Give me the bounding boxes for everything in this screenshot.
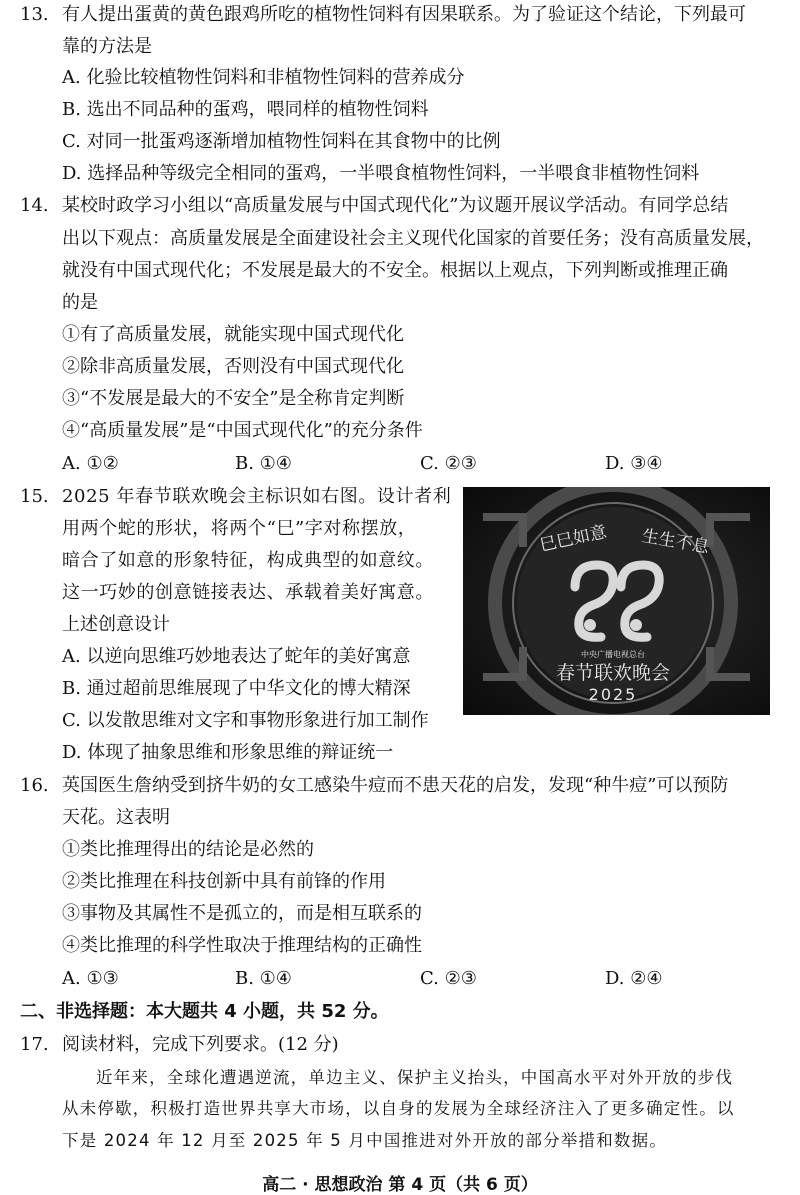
question-14-statement-4: ④“高质量发展”是“中国式现代化”的充分条件 xyxy=(62,420,423,441)
question-17-material-line1: 近年来，全球化遭遇逆流，单边主义、保护主义抬头，中国高水平对外开放的步伐 xyxy=(96,1068,734,1087)
gala-logo-graphic xyxy=(463,487,770,715)
question-15-option-d: D. 体现了抽象思维和形象思维的辩证统一 xyxy=(62,742,394,763)
question-17-number: 17. xyxy=(20,1034,49,1055)
question-13-option-c: C. 对同一批蛋鸡逐渐增加植物性饲料在其食物中的比例 xyxy=(62,131,501,152)
question-15-stem-line1: 2025 年春节联欢晚会主标识如右图。设计者利 xyxy=(62,486,452,507)
question-16-statement-1: ①类比推理得出的结论是必然的 xyxy=(62,839,314,860)
symbol-dot-right xyxy=(630,619,642,631)
question-17-stem: 阅读材料，完成下列要求。(12 分) xyxy=(62,1034,339,1055)
question-15-option-a: A. 以逆向思维巧妙地表达了蛇年的美好寓意 xyxy=(62,646,411,667)
question-16-option-b: B. ①④ xyxy=(235,968,292,989)
question-16-stem-line1: 英国医生詹纳受到挤牛奶的女工感染牛痘而不患天花的启发，发现“种牛痘”可以预防 xyxy=(62,775,729,796)
question-14-option-a: A. ①② xyxy=(62,453,119,474)
logo-text-ruyi: 巳巳如意 xyxy=(537,522,609,556)
logo-text-title: 春节联欢晚会 xyxy=(555,662,671,684)
question-16-statement-3: ③事物及其属性不是孤立的，而是相互联系的 xyxy=(62,903,422,924)
question-14-number: 14. xyxy=(20,195,49,216)
question-15-option-b: B. 通过超前思维展现了中华文化的博大精深 xyxy=(62,678,411,699)
question-14-statement-2: ②除非高质量发展，否则没有中国式现代化 xyxy=(62,356,404,377)
question-13-stem-line1: 有人提出蛋黄的黄色跟鸡所吃的植物性饲料有因果联系。为了验证这个结论，下列最可 xyxy=(62,4,746,25)
question-14-stem-line1: 某校时政学习小组以“高质量发展与中国式现代化”为议题开展议学活动。有同学总结 xyxy=(62,195,729,216)
question-14-option-d: D. ③④ xyxy=(605,453,663,474)
question-13-stem-line2: 靠的方法是 xyxy=(62,36,152,57)
question-15-stem-line5: 上述创意设计 xyxy=(62,614,170,635)
question-15-stem-line4: 这一巧妙的创意链接表达、承载着美好寓意。 xyxy=(62,582,434,603)
question-15-stem-line2: 用两个蛇的形状，将两个“巳”字对称摆放， xyxy=(62,518,417,539)
spring-festival-gala-logo-image xyxy=(463,487,770,715)
question-16-options xyxy=(62,967,762,991)
section-2-heading: 二、非选择题：本大题共 4 小题，共 52 分。 xyxy=(20,1001,389,1022)
logo-text-shengsheng: 生生不息 xyxy=(640,526,711,558)
question-15-number: 15. xyxy=(20,486,49,507)
question-13-number: 13. xyxy=(20,4,49,25)
question-16-statement-2: ②类比推理在科技创新中具有前锋的作用 xyxy=(62,871,386,892)
question-14-option-b: B. ①④ xyxy=(235,453,292,474)
question-16-option-d: D. ②④ xyxy=(605,968,663,989)
logo-text-year: 2025 xyxy=(588,685,638,704)
question-14-stem-line4: 的是 xyxy=(62,292,98,313)
question-17-material-line3: 下是 2024 年 12 月至 2025 年 5 月中国推进对外开放的部分举措和数据。 xyxy=(62,1131,668,1150)
question-14-stem-line3: 就没有中国式现代化；不发展是最大的不安全。根据以上观点，下列判断或推理正确 xyxy=(62,260,728,281)
question-16-option-c: C. ②③ xyxy=(420,968,477,989)
question-16-stem-line2: 天花。这表明 xyxy=(62,807,170,828)
question-15-option-c: C. 以发散思维对文字和事物形象进行加工制作 xyxy=(62,710,429,731)
question-16-option-a: A. ①③ xyxy=(62,968,119,989)
question-14-options xyxy=(62,452,762,476)
question-14-statement-3: ③“不发展是最大的不安全”是全称肯定判断 xyxy=(62,388,405,409)
question-16-statement-4: ④类比推理的科学性取决于推理结构的正确性 xyxy=(62,935,422,956)
question-17-material-line2: 从未停歇，积极打造世界共享大市场，以自身的发展为全球经济注入了更多确定性。以 xyxy=(62,1099,735,1118)
question-13-option-a: A. 化验比较植物性饲料和非植物性饲料的营养成分 xyxy=(62,67,465,88)
question-15-stem-line3: 暗合了如意的形象特征，构成典型的如意纹。 xyxy=(62,550,434,571)
logo-text-org: 中央广播电视总台 xyxy=(581,650,645,659)
question-13-option-d: D. 选择品种等级完全相同的蛋鸡，一半喂食植物性饲料，一半喂食非植物性饲料 xyxy=(62,163,700,184)
question-16-number: 16. xyxy=(20,775,49,796)
question-14-option-c: C. ②③ xyxy=(420,453,477,474)
question-14-stem-line2: 出以下观点：高质量发展是全面建设社会主义现代化国家的首要任务；没有高质量发展， xyxy=(62,228,764,249)
page-footer: 高二 · 思想政治 第 4 页（共 6 页） xyxy=(262,1175,538,1195)
symbol-dot-left xyxy=(584,619,596,631)
question-13-option-b: B. 选出不同品种的蛋鸡，喂同样的植物性饲料 xyxy=(62,99,429,120)
question-14-statement-1: ①有了高质量发展，就能实现中国式现代化 xyxy=(62,324,404,345)
